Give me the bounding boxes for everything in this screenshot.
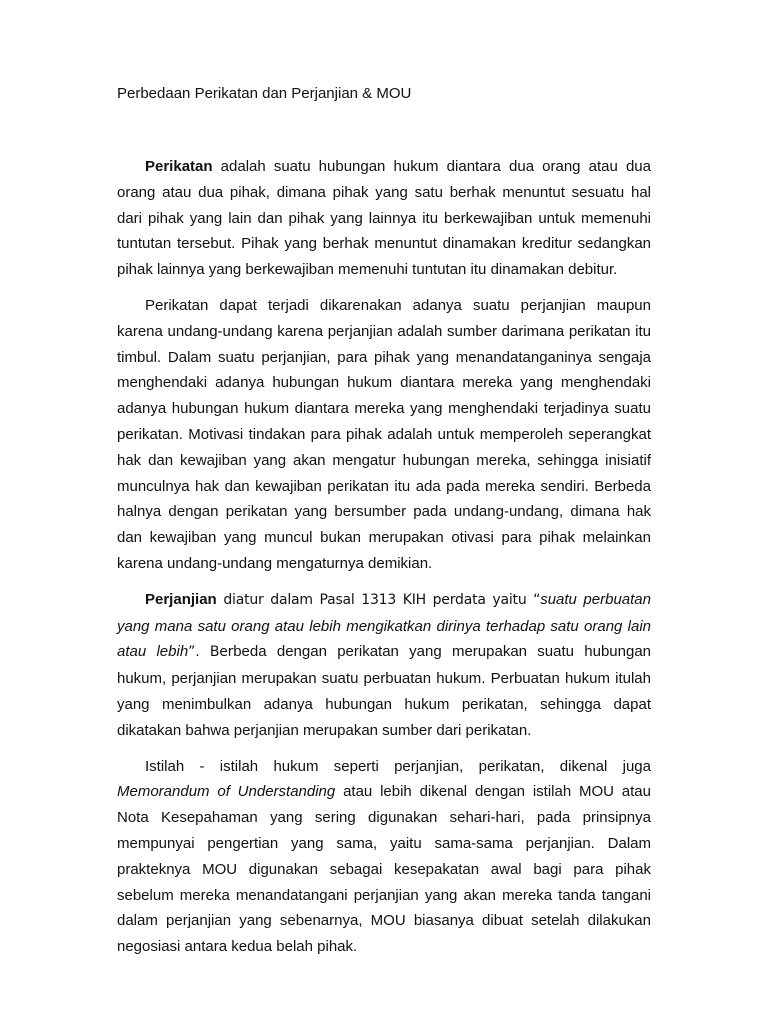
- term-mou: Memorandum of Understanding: [117, 783, 336, 801]
- legal-quote: suatu perbuatan yang mana satu orang atau lebih mengikatkan dirinya terhadap satu orang lain atau lebih: [117, 590, 651, 661]
- paragraph-text: diatur dalam Pasal 1313 KIH perdata yaitu “: [216, 591, 541, 608]
- paragraph-perikatan-source: [117, 293, 651, 577]
- paragraph-text: atau lebih dikenal dengan istilah MOU atau Nota Kesepahaman yang sering digunakan sehari-hari, pada prinsipnya mempunyai pengertian yang sama, yaitu sama-sama perjanjian. Dalam prakteknya MOU digunakan sebagai kesepakatan awal bagi para pihak sebelum mereka menandatangani perjanjian yang akan mereka tanda tangani dalam perjanjian yang sebenarnya, MOU biasanya dibuat setelah dilakukan negosiasi antara kedua belah pihak.: [117, 783, 651, 956]
- term-perjanjian: Perjanjian: [145, 590, 217, 608]
- paragraph-text: ”. Ber: [188, 644, 234, 661]
- paragraph-mou: [117, 754, 651, 960]
- term-perikatan: Perikatan: [145, 158, 213, 175]
- document-page: [117, 84, 651, 960]
- paragraph-perikatan-definition: [117, 154, 651, 283]
- paragraph-text: adalah suatu hubungan hukum diantara dua orang atau dua orang atau dua pihak, dimana pihak yang satu berhak menuntut sesuatu hal dari pihak yang lain dan pihak yang lainnya itu berkewajiban untuk memenuhi tuntutan tersebut. Pihak yang berhak menuntut dinamakan kreditur sedangkan pihak lainnya yang berkewajiban memenuhi tuntutan itu dinamakan debitur.: [117, 158, 651, 279]
- paragraph-text: Perikatan dapat terjadi dikarenakan adanya suatu perjanjian maupun karena undang-undang karena perjanjian adalah sumber darimana perikatan itu timbul. Dalam suatu perjanjian, para pihak yang menandatanganinya sengaja menghendaki adanya hubungan hukum diantara mereka yang menghendaki adanya hubungan hukum diantara mereka yang menghendaki terjadinya suatu perikatan. Motivasi tindakan para pihak adalah untuk memperoleh seperangkat hak dan kewajiban yang akan mengatur hubungan mereka, sehingga inisiatif munculnya hak dan kewajiban perikatan itu ada pada mereka sendiri. Berbeda halnya dengan perikatan yang bersumber pada undang-undang, dimana hak dan kewajiban yang muncul bukan merupakan otivasi para pihak melainkan karena undang-undang mengaturnya demikian.: [117, 296, 651, 572]
- paragraph-text: Istilah - istilah hukum seperti perjanjian, perikatan, dikenal juga: [145, 757, 651, 775]
- paragraph-perjanjian-definition: [117, 587, 651, 744]
- paragraph-text: beda dengan perikatan yang merupakan suatu hubungan hukum, perjanjian merupakan suatu perbuatan hukum. Perbuatan hukum itulah yang menimbulkan adanya hubungan hukum perikatan, sehingga dapat dikatakan bahwa perjanjian merupakan sumber dari perikatan.: [117, 643, 652, 739]
- document-title: Perbedaan Perikatan dan Perjanjian & MOU: [117, 85, 412, 102]
